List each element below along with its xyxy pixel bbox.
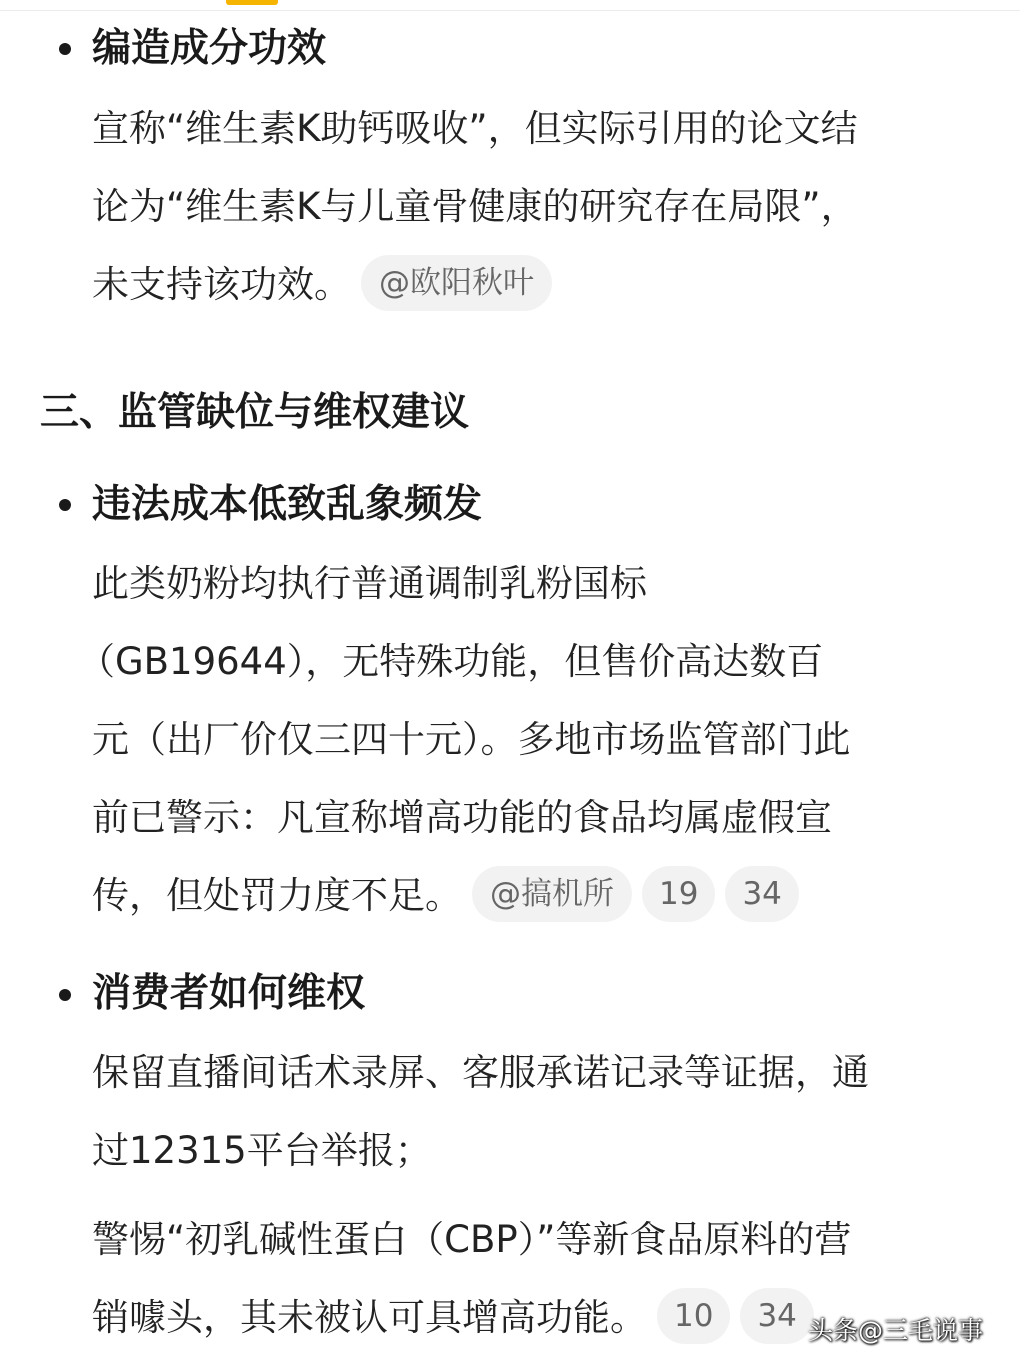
text-line: [92, 246, 992, 324]
text-line: 元（出厂价仅三四十元）。多地市场监管部门此: [92, 718, 851, 761]
text-line-content: 未支持该功效。: [92, 263, 351, 306]
text-line-content: 销噱头，其未被认可具增高功能。: [92, 1296, 647, 1339]
text-line: 警惕“初乳碱性蛋白（CBP）”等新食品原料的营: [92, 1218, 852, 1261]
bullet-title-low-cost: 违法成本低致乱象频发: [92, 482, 483, 527]
bullet-title-ingredient-claims: 编造成分功效: [92, 26, 327, 71]
text-line: 此类奶粉均执行普通调制乳粉国标: [92, 562, 647, 605]
bullet-dot: [59, 989, 71, 1001]
text-line: 前已警示：凡宣称增高功能的食品均属虚假宣: [92, 796, 832, 839]
text-line-content: 传，但处罚力度不足。: [92, 874, 462, 917]
bullet-dot: [59, 43, 71, 55]
text-line: 过12315平台举报；: [92, 1129, 432, 1172]
text-line: 保留直播间话术录屏、客服承诺记录等证据，通: [92, 1051, 869, 1094]
top-divider: [0, 10, 1020, 11]
text-line: （GB19644），无特殊功能，但售价高达数百: [78, 640, 824, 683]
bullet-dot: [59, 499, 71, 511]
bullet-title-consumer-rights: 消费者如何维权: [92, 971, 366, 1016]
top-accent-bar: [226, 0, 278, 5]
reference-chip-34[interactable]: 34: [725, 866, 798, 922]
paragraph-ingredient-claims: [92, 90, 992, 324]
reference-chip-19[interactable]: 19: [642, 866, 715, 922]
section-title-regulation: 三、监管缺位与维权建议: [40, 390, 470, 435]
text-line: 宣称“维生素K助钙吸收”，但实际引用的论文结: [92, 107, 858, 150]
source-chip-gaojisuo[interactable]: @搞机所: [472, 866, 632, 922]
paragraph-consumer-evidence: [92, 1034, 992, 1190]
paragraph-low-cost: [78, 545, 992, 935]
source-chip-ouyang[interactable]: @欧阳秋叶: [361, 255, 552, 311]
text-line: [92, 857, 992, 935]
reference-chip-10[interactable]: 10: [657, 1288, 730, 1344]
text-line: 论为“维生素K与儿童骨健康的研究存在局限”，: [92, 185, 858, 228]
reference-chip-34[interactable]: 34: [740, 1288, 813, 1344]
watermark-toutiao: 头条@三毛说事: [808, 1316, 984, 1345]
